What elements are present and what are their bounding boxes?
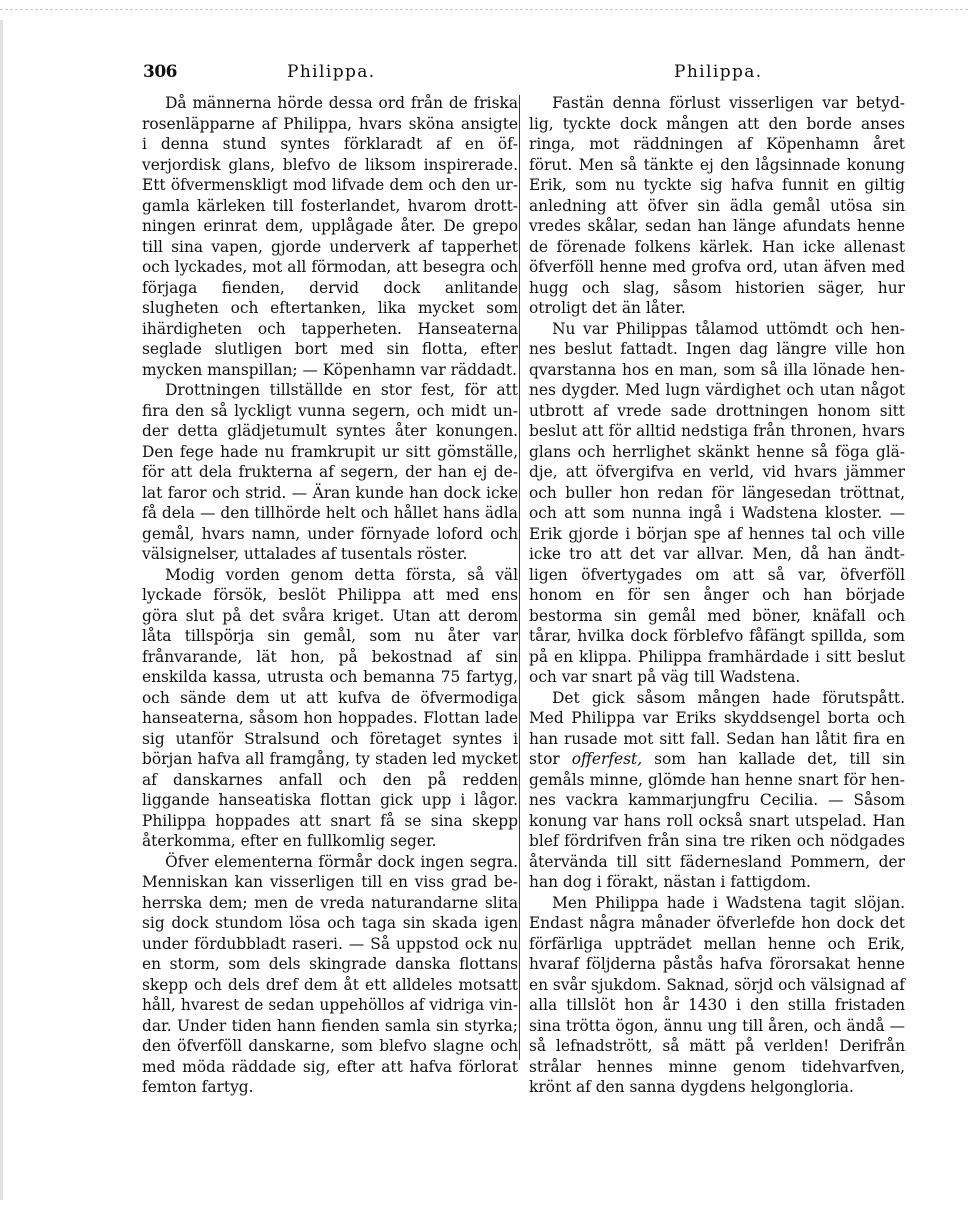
paragraph: Men Philippa hade i Wadstena tagit slöjan. Endast några månader öfverlefde hon dock det förfärliga uppträdet mellan henne och Erik, hvaraf följderna påstås hafva förorsakat henne en svår sjukdom. Saknad, sörjd och välsignad af alla tillslöt hon år 1430 i den stilla fristaden sina trötta ögon, ännu ung till åren, och ändå — så lefnadstrött, så mätt på verlden! Derifrån strålar hennes minne genom tidehvarfven, krönt af den sanna dygdens helgongloria.	[529, 893, 906, 1096]
column-divider	[519, 95, 520, 1060]
right-column	[529, 93, 905, 1098]
paragraph: Då männerna hörde dessa ord från de friska rosenläpparne af Philippa, hvars sköna ansigte i denna stund syntes förklaradt af en öfverjordisk glans, blefvo de liksom inspirerade. Ett öfvermenskligt mod lifvade dem och den urgamla kärleken till fosterlandet, hvarom drottningen erinrat dem, upplågade åter. De grepo till sina vapen, gjorde underverk af tapperhet och lyckades, mot all förmodan, att besegra och förjaga fienden, dervid dock anlitande slugheten och eftertanken, lika mycket som ihärdigheten och tapperheten. Hanseaterna seglade slutligen bort med sin flotta, efter mycken manspillan; — Köpenhamn var räddadt.	[142, 94, 518, 379]
scan-edge-shadow	[0, 20, 3, 1200]
paragraph: Öfver elementerna förmår dock ingen segra. Menniskan kan visserligen till en viss grad beherrska dem; men de vreda naturandarne slita sig dock stundom lösa och taga sin skada igen under fördubbladt raseri. — Så uppstod ock nu en storm, som dels skingrade danska flottans skepp och dels dref dem åt ett alldeles motsatt håll, hvarest de sedan uppehöllos af vidriga vindar. Under tiden hann fienden samla sin styrka; den öfverföll danskarne, som blefvo slagne och med möda räddade sig, efter att hafva förlorat femton fartyg.	[142, 852, 518, 1096]
paragraph: Nu var Philippas tålamod uttömdt och hennes beslut fattadt. Ingen dag längre ville hon qvarstanna hos en man, som så illa lönade hennes dygder. Med lugn värdighet och utan något utbrott af vrede sade drottningen honom sitt beslut att för alltid nedstiga från thronen, hvars glans och herrlighet skänkt henne så föga glädje, att öfvergifva en verld, vid hvars jämmer och buller hon redan för längesedan tröttnat, och att som nunna ingå i Wadstena kloster. — Erik gjorde i början spe af hennes tal och ville icke tro att det var allvar. Men, då han ändtligen öfvertygades om att så var, öfverföll honom en för sen ånger och han började bestorma sin gemål med böner, knäfall och tårar, hvilka dock förblefvo fåfängt spillda, som på en klippa. Philippa framhärdade i sitt beslut och var snart på väg till Wadstena.	[529, 319, 905, 686]
running-header-left: Philippa.	[287, 62, 376, 82]
running-header-right: Philippa.	[674, 62, 763, 82]
paragraph: Fastän denna förlust visserligen var betydlig, tyckte dock mången att den borde anses ringa, mot räddningen af Köpenhamn året förut. Men så tänkte ej den lågsinnade konung Erik, som nu tyckte sig hafva funnit en giltig anledning att öfver sin ädla gemål utösa sin vredes skålar, sedan han länge afundats henne de förenade folkens kärlek. Han icke allenast öfverföll henne med grofva ord, utan äfven med hugg och slag, såsom historien säger, hur otroligt det än låter.	[529, 94, 905, 317]
page-number: 306	[143, 62, 177, 82]
paragraph: Drottningen tillställde en stor fest, för att fira den så lyckligt vunna segern, och midt under detta glädjetumult syntes åter konungen. Den fege hade nu framkrupit ur sitt gömställe, för att dela frukterna af segern, der han ej delat faror och strid. — Äran kunde han dock icke få dela — den tillhörde helt och hållet hans ädla gemål, hvars namn, under förnyade loford och välsignelser, uttalades af tusentals röster.	[142, 381, 518, 563]
paragraph-text: Det gick såsom mången hade förutspått. Med Philippa var Eriks skyddsengel borta och han rusade mot sitt fall. Sedan han låtit fira en stor	[529, 688, 905, 768]
paragraph: Modig vorden genom detta första, så väl lyckade försök, beslöt Philippa att med ens göra slut på det svåra kriget. Utan att derom låta tillspörja sin gemål, som nu åter var frånvarande, lät hon, på bekostnad af sin enskilda kassa, utrusta och bemanna 75 fartyg, och sände dem ut att kufva de öfvermodiga hanseaterna, såsom hon hoppades. Flottan lade sig utanför Stralsund och företaget syntes i början hafva all framgång, ty staden led mycket af danskarnes anfall och den på redden liggande hanseatiska flottan gick upp i lågor. Philippa hoppades att snart få se sina skepp återkomma, efter en fullkomlig seger.	[142, 565, 518, 850]
paragraph-text: som han kallade det, till sin gemåls minne, glömde han henne snart för hennes vackra kammarjungfru Cecilia. — Såsom konung var hans roll också snart utspelad. Han blef fördrifven från sina tre riken och nödgades återvända till sitt fädernesland Pommern, der han dog i förakt, nästan i fattigdom.	[529, 750, 905, 891]
left-column	[142, 93, 518, 1098]
scan-top-edge	[0, 9, 968, 10]
paragraph	[529, 688, 905, 893]
emphasized-word: offerfest,	[571, 750, 643, 768]
